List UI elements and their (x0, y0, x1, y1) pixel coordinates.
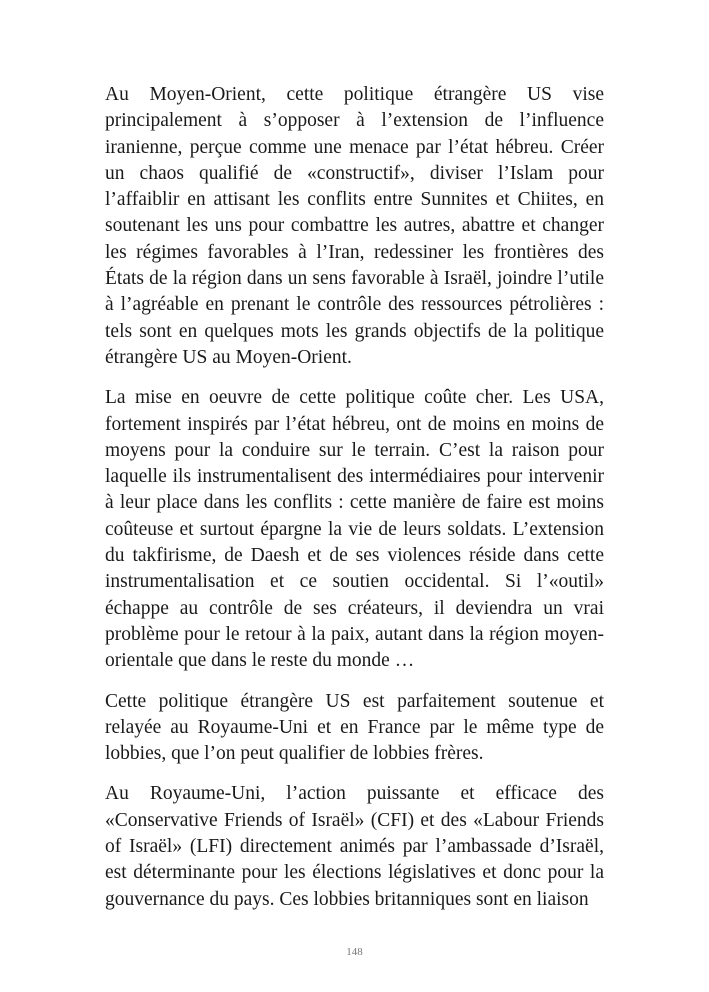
paragraph-2: La mise en oeuvre de cette politique coûte cher. Les USA, fortement inspirés par l’état hébreu, ont de moins en moins de moyens pour la conduire sur le terrain. C’est la raison pour laquelle ils instrumentalisent des intermédiaires pour intervenir à leur place dans les conflits : cette manière de faire est moins coûteuse et surtout épargne la vie de leurs soldats. L’extension du takfirisme, de Daesh et de ses violences réside dans cette instrumentalisation et ce soutien occidental. Si l’«outil» échappe au contrôle de ses créateurs, il deviendra un vrai problème pour le retour à la paix, autant dans la région moyen-orientale que dans le reste du monde … (105, 387, 604, 672)
paragraph-1: Au Moyen-Orient, cette politique étrangère US vise principalement à s’opposer à l’extension de l’influence iranienne, perçue comme une menace par l’état hébreu. Créer un chaos qualifié de «constructif», diviser l’Islam pour l’affaiblir en attisant les conflits entre Sunnites et Chiites, en soutenant les uns pour combattre les autres, abattre et changer les régimes favorables à l’Iran, redessiner les frontières des États de la région dans un sens favorable à Israël, joindre l’utile à l’agréable en prenant le contrôle des ressources pétrolières : tels sont en quelques mots les grands objectifs de la politique étrangère US au Moyen-Orient. (105, 84, 604, 368)
paragraph-4: Au Royaume-Uni, l’action puissante et efficace des «Conservative Friends of Israël» (CFI) et des «Labour Friends of Israël» (LFI) directement animés par l’ambassade d’Israël, est déterminante pour les élections législatives et donc pour la gouvernance du pays. Ces lobbies britanniques sont en liaison (105, 783, 604, 910)
paragraph-3: Cette politique étrangère US est parfaitement soutenue et relayée au Royaume-Uni et en France par le même type de lobbies, que l’on peut qualifier de lobbies frères. (105, 690, 604, 765)
body-text (105, 82, 604, 927)
page-number: 148 (346, 946, 363, 958)
